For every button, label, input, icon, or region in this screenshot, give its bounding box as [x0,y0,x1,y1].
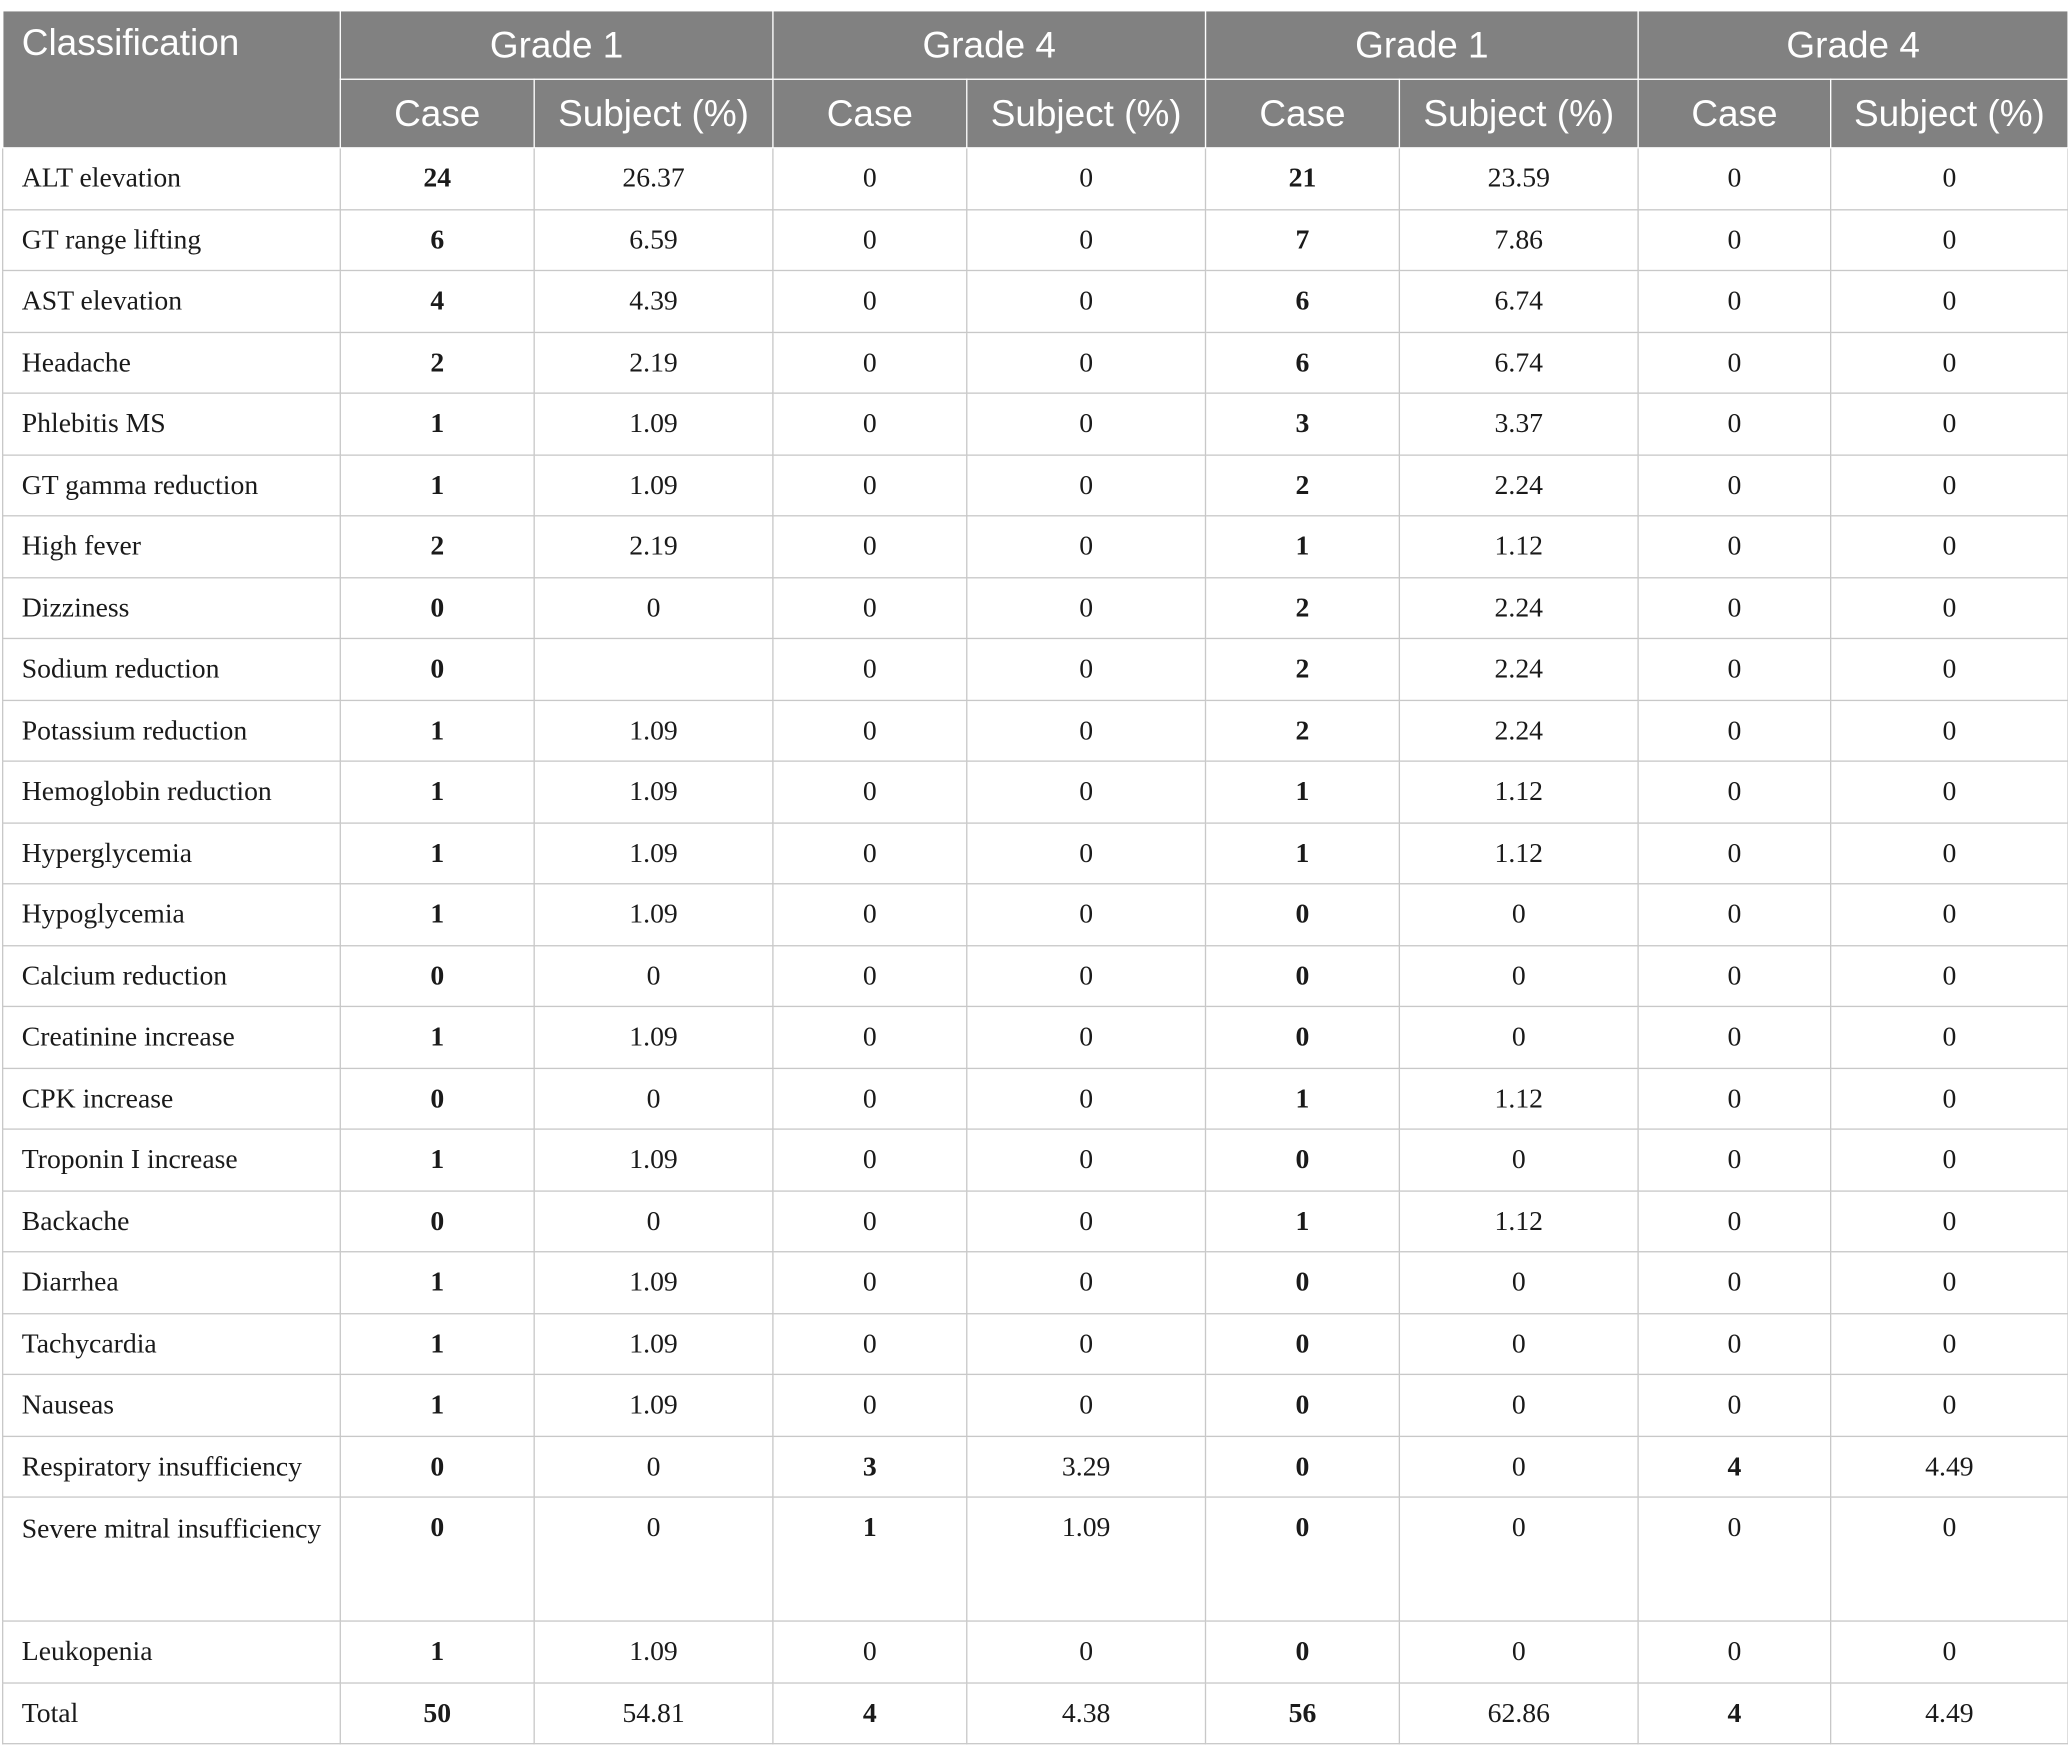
case-header: Case [1638,79,1831,148]
case-cell: 1 [340,1006,534,1067]
subject-cell: 23.59 [1399,148,1638,209]
table-row [3,516,2068,577]
subject-cell: 0 [967,454,1206,515]
subject-cell: 0 [1831,209,2068,270]
table-row [3,822,2068,883]
case-cell: 0 [1638,393,1831,454]
case-cell: 1 [340,1313,534,1374]
case-cell: 0 [1638,148,1831,209]
subject-cell: 0 [1399,1313,1638,1374]
row-label: Potassium reduction [3,700,341,761]
subject-cell: 0 [967,148,1206,209]
table-row [3,148,2068,209]
table-row [3,332,2068,393]
subject-cell: 0 [1831,516,2068,577]
case-cell: 1 [340,1374,534,1435]
case-cell: 2 [1206,700,1400,761]
table-row [3,638,2068,699]
subject-cell: 0 [1831,1621,2068,1682]
case-cell: 0 [340,577,534,638]
subject-cell: 0 [967,1068,1206,1129]
row-label: Calcium reduction [3,945,341,1006]
subject-cell: 0 [1831,945,2068,1006]
table-row [3,1313,2068,1374]
case-cell: 0 [773,945,967,1006]
subject-header: Subject (%) [534,79,773,148]
case-cell: 0 [1638,761,1831,822]
row-label: GT range lifting [3,209,341,270]
table-row [3,270,2068,331]
row-label: Dizziness [3,577,341,638]
subject-cell: 0 [967,393,1206,454]
subject-cell: 0 [1831,1252,2068,1313]
subject-cell: 0 [967,1006,1206,1067]
subject-cell: 0 [1831,454,2068,515]
case-cell: 0 [1638,332,1831,393]
subject-cell: 2.24 [1399,454,1638,515]
case-cell: 0 [1638,700,1831,761]
row-label: Diarrhea [3,1252,341,1313]
case-cell: 7 [1206,209,1400,270]
subject-cell: 2.24 [1399,700,1638,761]
case-cell: 1 [340,761,534,822]
case-cell: 1 [1206,822,1400,883]
subject-cell: 6.74 [1399,332,1638,393]
subject-cell: 0 [967,945,1206,1006]
case-cell: 0 [773,1313,967,1374]
subject-cell: 3.37 [1399,393,1638,454]
subject-cell: 0 [1831,1068,2068,1129]
subject-cell: 2.24 [1399,577,1638,638]
case-cell: 0 [773,577,967,638]
case-cell: 0 [773,148,967,209]
subject-header: Subject (%) [1399,79,1638,148]
group-header: Grade 1 [1206,11,1639,80]
table-row [3,1252,2068,1313]
table-row [3,1374,2068,1435]
table-row [3,1682,2068,1743]
subject-cell: 1.09 [534,454,773,515]
case-cell: 0 [1638,884,1831,945]
classification-header: Classification [3,11,341,148]
case-cell: 4 [340,270,534,331]
subject-cell: 0 [967,1190,1206,1251]
subject-cell: 0 [1831,638,2068,699]
case-cell: 1 [340,700,534,761]
subject-cell: 0 [967,1313,1206,1374]
subject-cell: 0 [1831,700,2068,761]
subject-cell: 0 [534,1436,773,1497]
subject-cell: 4.38 [967,1682,1206,1743]
case-cell: 0 [773,516,967,577]
case-cell: 0 [773,332,967,393]
case-cell: 21 [1206,148,1400,209]
subject-cell: 2.19 [534,332,773,393]
group-header: Grade 4 [773,11,1206,80]
case-cell: 4 [1638,1682,1831,1743]
row-label: Hypoglycemia [3,884,341,945]
case-cell: 0 [340,1497,534,1621]
case-cell: 0 [340,1436,534,1497]
case-cell: 0 [773,1129,967,1190]
case-cell: 0 [1206,945,1400,1006]
case-cell: 50 [340,1682,534,1743]
case-cell: 1 [1206,761,1400,822]
case-cell: 0 [1638,638,1831,699]
subject-cell: 2.19 [534,516,773,577]
row-label: AST elevation [3,270,341,331]
case-cell: 6 [1206,270,1400,331]
case-cell: 0 [773,1068,967,1129]
subject-cell: 0 [967,1374,1206,1435]
case-cell: 0 [1206,1129,1400,1190]
row-label: Creatinine increase [3,1006,341,1067]
subject-cell: 0 [1831,270,2068,331]
case-cell: 0 [773,1374,967,1435]
subject-cell: 54.81 [534,1682,773,1743]
case-cell: 1 [340,884,534,945]
subject-cell: 1.12 [1399,1068,1638,1129]
case-cell: 2 [1206,454,1400,515]
case-cell: 0 [773,638,967,699]
case-cell: 0 [1638,1190,1831,1251]
subject-cell: 1.09 [534,761,773,822]
subject-cell: 62.86 [1399,1682,1638,1743]
case-cell: 0 [1638,1252,1831,1313]
case-cell: 0 [773,393,967,454]
case-cell: 0 [1638,945,1831,1006]
case-cell: 24 [340,148,534,209]
table-row [3,945,2068,1006]
case-cell: 0 [1638,1129,1831,1190]
case-header: Case [340,79,534,148]
case-cell: 0 [1638,577,1831,638]
subject-cell: 1.09 [534,1621,773,1682]
case-cell: 0 [1638,822,1831,883]
case-cell: 0 [1206,1313,1400,1374]
row-label: Hemoglobin reduction [3,761,341,822]
subject-cell: 0 [534,577,773,638]
case-cell: 0 [340,1190,534,1251]
subject-cell: 0 [967,516,1206,577]
subject-cell: 1.09 [534,393,773,454]
subject-cell: 0 [967,638,1206,699]
case-cell: 0 [773,1006,967,1067]
table-row [3,884,2068,945]
case-cell: 0 [1638,1621,1831,1682]
case-cell: 0 [340,1068,534,1129]
subject-cell: 26.37 [534,148,773,209]
row-label: Phlebitis MS [3,393,341,454]
subject-cell: 0 [1831,1190,2068,1251]
case-cell: 0 [773,209,967,270]
case-cell: 0 [773,884,967,945]
subject-cell: 0 [1399,1621,1638,1682]
case-cell: 0 [1206,1621,1400,1682]
case-cell: 0 [773,1621,967,1682]
case-cell: 0 [773,1190,967,1251]
subject-header: Subject (%) [967,79,1206,148]
case-cell: 0 [1638,1006,1831,1067]
row-label: Headache [3,332,341,393]
row-label: Respiratory insufficiency [3,1436,341,1497]
row-label: Severe mitral insufficiency [3,1497,341,1621]
row-label: Sodium reduction [3,638,341,699]
row-label: Hyperglycemia [3,822,341,883]
subject-cell: 0 [967,1252,1206,1313]
case-cell: 3 [773,1436,967,1497]
case-cell: 1 [1206,516,1400,577]
subject-cell: 0 [967,822,1206,883]
case-cell: 2 [340,332,534,393]
adverse-events-table [2,10,2068,1744]
subject-cell: 4.49 [1831,1682,2068,1743]
case-cell: 1 [773,1497,967,1621]
case-cell: 1 [340,393,534,454]
subject-cell: 0 [1831,577,2068,638]
case-header: Case [1206,79,1400,148]
case-cell: 0 [1638,270,1831,331]
case-cell: 0 [340,945,534,1006]
table-row [3,700,2068,761]
subject-cell: 4.39 [534,270,773,331]
subject-cell: 0 [1831,884,2068,945]
case-cell: 3 [1206,393,1400,454]
subject-cell: 0 [1831,822,2068,883]
subject-cell: 0 [967,577,1206,638]
subject-cell: 0 [1831,1497,2068,1621]
case-cell: 0 [1638,1313,1831,1374]
case-cell: 0 [1638,516,1831,577]
subject-cell: 0 [967,209,1206,270]
table-header [3,11,2068,148]
case-cell: 0 [1206,884,1400,945]
subject-cell: 0 [534,1190,773,1251]
table-row [3,761,2068,822]
subject-cell: 1.09 [534,1252,773,1313]
row-label: Tachycardia [3,1313,341,1374]
subject-cell: 0 [1831,1313,2068,1374]
subject-cell: 1.09 [534,1006,773,1067]
case-cell: 2 [340,516,534,577]
case-cell: 4 [773,1682,967,1743]
table-row [3,393,2068,454]
subject-cell: 0 [1399,1252,1638,1313]
case-cell: 0 [1638,1374,1831,1435]
subject-cell: 0 [1831,1006,2068,1067]
case-cell: 0 [773,454,967,515]
subject-cell: 0 [1831,761,2068,822]
subject-cell: 6.74 [1399,270,1638,331]
case-cell: 1 [340,454,534,515]
subject-cell: 1.09 [534,1374,773,1435]
case-cell: 6 [1206,332,1400,393]
subject-cell: 0 [967,1129,1206,1190]
case-cell: 0 [340,638,534,699]
subject-cell: 1.09 [534,1129,773,1190]
subject-cell: 1.09 [534,1313,773,1374]
case-cell: 0 [773,700,967,761]
case-cell: 0 [1638,1068,1831,1129]
table-row [3,454,2068,515]
case-cell: 1 [340,822,534,883]
subject-cell: 0 [534,1497,773,1621]
case-cell: 1 [1206,1068,1400,1129]
row-label: Leukopenia [3,1621,341,1682]
subject-cell: 1.12 [1399,516,1638,577]
subject-cell: 0 [1399,1497,1638,1621]
table-row [3,1190,2068,1251]
subject-cell: 0 [1831,1374,2068,1435]
case-cell: 0 [773,822,967,883]
case-cell: 0 [1206,1006,1400,1067]
case-cell: 0 [1638,1497,1831,1621]
subject-cell [534,638,773,699]
subject-cell: 0 [967,761,1206,822]
case-header: Case [773,79,967,148]
case-cell: 0 [1206,1436,1400,1497]
subject-cell: 1.12 [1399,761,1638,822]
table-row [3,209,2068,270]
subject-cell: 1.09 [534,822,773,883]
row-label: High fever [3,516,341,577]
case-cell: 0 [1638,209,1831,270]
table-body [3,148,2068,1744]
subject-cell: 1.09 [534,700,773,761]
subject-cell: 4.49 [1831,1436,2068,1497]
subject-cell: 0 [967,884,1206,945]
case-cell: 4 [1638,1436,1831,1497]
case-cell: 0 [773,761,967,822]
subject-cell: 0 [967,270,1206,331]
subject-cell: 0 [1399,1006,1638,1067]
subject-cell: 0 [967,332,1206,393]
subject-cell: 0 [1831,332,2068,393]
case-cell: 0 [1206,1252,1400,1313]
subject-cell: 0 [534,945,773,1006]
row-label: ALT elevation [3,148,341,209]
subject-cell: 1.12 [1399,822,1638,883]
case-cell: 56 [1206,1682,1400,1743]
subject-cell: 0 [1399,1129,1638,1190]
case-cell: 0 [1206,1497,1400,1621]
group-header: Grade 4 [1638,11,2068,80]
table-row [3,1621,2068,1682]
group-header: Grade 1 [340,11,773,80]
table-row [3,1129,2068,1190]
case-cell: 0 [773,1252,967,1313]
subject-cell: 0 [967,1621,1206,1682]
subject-cell: 0 [967,700,1206,761]
subject-cell: 0 [1399,945,1638,1006]
subject-header: Subject (%) [1831,79,2068,148]
row-label: Nauseas [3,1374,341,1435]
subject-cell: 1.09 [967,1497,1206,1621]
case-cell: 0 [1638,454,1831,515]
subject-cell: 7.86 [1399,209,1638,270]
case-cell: 0 [1206,1374,1400,1435]
case-cell: 2 [1206,638,1400,699]
subject-cell: 2.24 [1399,638,1638,699]
case-cell: 1 [340,1252,534,1313]
row-label: GT gamma reduction [3,454,341,515]
case-cell: 1 [340,1621,534,1682]
subject-cell: 0 [1399,1436,1638,1497]
subject-cell: 0 [1831,148,2068,209]
row-label: Backache [3,1190,341,1251]
table-row [3,577,2068,638]
subject-cell: 3.29 [967,1436,1206,1497]
subject-cell: 6.59 [534,209,773,270]
case-cell: 0 [773,270,967,331]
case-cell: 1 [1206,1190,1400,1251]
table-row [3,1068,2068,1129]
row-label: CPK increase [3,1068,341,1129]
subject-cell: 0 [1399,884,1638,945]
subject-cell: 0 [1831,1129,2068,1190]
subject-cell: 0 [1831,393,2068,454]
subject-cell: 0 [1399,1374,1638,1435]
case-cell: 6 [340,209,534,270]
subject-cell: 1.12 [1399,1190,1638,1251]
case-cell: 1 [340,1129,534,1190]
subject-cell: 1.09 [534,884,773,945]
case-cell: 2 [1206,577,1400,638]
table-row [3,1436,2068,1497]
table-row [3,1497,2068,1621]
row-label: Troponin I increase [3,1129,341,1190]
table-row [3,1006,2068,1067]
row-label: Total [3,1682,341,1743]
subject-cell: 0 [534,1068,773,1129]
